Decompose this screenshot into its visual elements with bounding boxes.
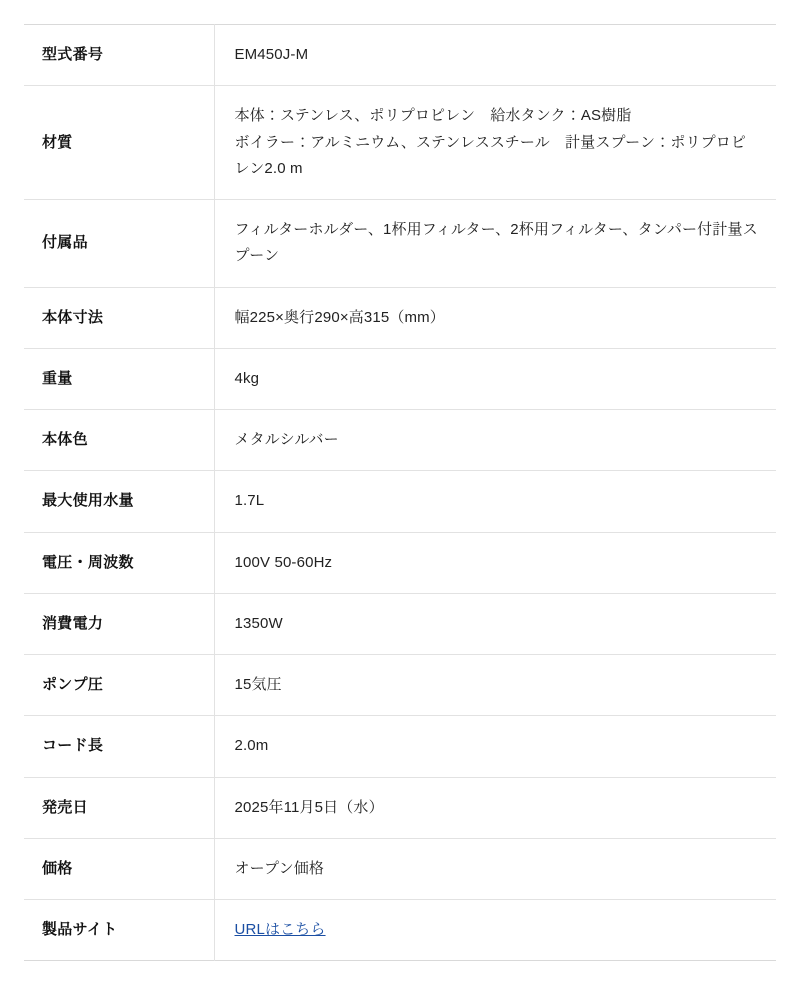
spec-label-cord-length: コード長: [24, 716, 214, 777]
spec-value-dimensions: [214, 287, 776, 348]
spec-value-line: メタルシルバー: [234, 431, 339, 448]
spec-label-weight: 重量: [24, 348, 214, 409]
spec-label-voltage-frequency: 電圧・周波数: [24, 532, 214, 593]
spec-label-body-color: 本体色: [24, 410, 214, 471]
product-specification-table: [24, 24, 776, 961]
spec-label-max-water-capacity: 最大使用水量: [24, 471, 214, 532]
spec-value-accessories: [214, 200, 776, 288]
spec-value-line: 100V 50-60Hz: [234, 553, 333, 571]
spec-value-line: 1350W: [234, 614, 283, 632]
spec-label-accessories: 付属品: [24, 200, 214, 288]
table-row: [24, 655, 776, 716]
spec-value-body-color: [214, 410, 776, 471]
bottom-spacer: [24, 961, 776, 979]
spec-value-line: 4kg: [234, 369, 260, 387]
table-row: [24, 532, 776, 593]
spec-value-cord-length: [214, 716, 776, 777]
table-row: [24, 471, 776, 532]
spec-value-line: ボイラー：アルミニウム、ステンレススチール 計量スプーン：ポリプロピレン2.0 m: [234, 133, 747, 177]
spec-value-line: 2025年11月5日（水）: [234, 798, 384, 816]
spec-value-line: 本体：ステンレス、ポリプロピレン 給水タンク：AS樹脂: [234, 107, 632, 125]
spec-value-line: 1.7L: [234, 492, 265, 510]
spec-value-line: フィルターホルダー、1杯用フィルター、2杯用フィルター、タンパー付計量スプーン: [234, 221, 758, 265]
table-row: [24, 777, 776, 838]
spec-value-material: [214, 86, 776, 200]
spec-value-model-number: [214, 25, 776, 86]
spec-value-line: 2.0m: [234, 737, 269, 755]
table-row: [24, 410, 776, 471]
spec-value-power-consumption: [214, 593, 776, 654]
spec-label-pump-pressure: ポンプ圧: [24, 655, 214, 716]
table-row: [24, 593, 776, 654]
spec-label-material: 材質: [24, 86, 214, 200]
spec-label-model-number: 型式番号: [24, 25, 214, 86]
spec-label-release-date: 発売日: [24, 777, 214, 838]
table-row: [24, 25, 776, 86]
spec-label-price: 価格: [24, 838, 214, 899]
table-row: [24, 716, 776, 777]
spec-value-line: オープン価格: [234, 859, 325, 877]
table-row: [24, 200, 776, 288]
spec-value-line: EM450J-M: [234, 46, 309, 63]
spec-value-product-site: [214, 900, 776, 961]
table-row: [24, 838, 776, 899]
product-site-link[interactable]: URLはこちら: [234, 921, 326, 938]
spec-value-line: 幅225×奥行290×高315（mm）: [234, 308, 445, 326]
spec-value-voltage-frequency: [214, 532, 776, 593]
spec-value-weight: [214, 348, 776, 409]
table-row: [24, 287, 776, 348]
spec-value-pump-pressure: [214, 655, 776, 716]
spec-value-price: [214, 838, 776, 899]
table-row: [24, 86, 776, 200]
spec-label-product-site: 製品サイト: [24, 900, 214, 961]
spec-value-line: 15気圧: [234, 676, 282, 693]
table-row: [24, 900, 776, 961]
spec-label-dimensions: 本体寸法: [24, 287, 214, 348]
table-row: [24, 348, 776, 409]
spec-label-power-consumption: 消費電力: [24, 593, 214, 654]
spec-value-max-water-capacity: [214, 471, 776, 532]
spec-value-release-date: [214, 777, 776, 838]
